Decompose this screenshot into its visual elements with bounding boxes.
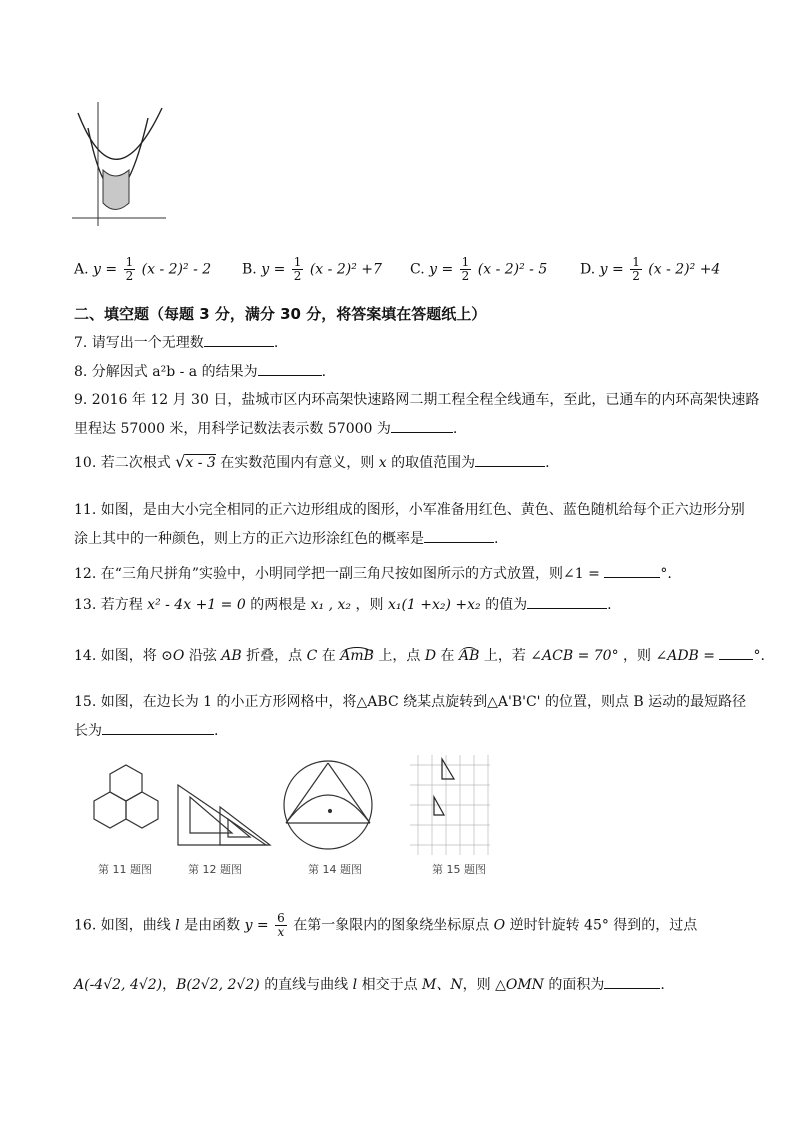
answer-blank[interactable]	[204, 332, 274, 347]
option-label: D.	[580, 261, 596, 278]
chord: AB	[221, 648, 242, 664]
question-text: 8. 分解因式 a²b - a 的结果为	[74, 364, 258, 380]
frac-den: x	[277, 925, 285, 939]
answer-blank[interactable]	[719, 645, 753, 660]
question-9	[74, 390, 759, 439]
point-a: A(-4√2, 4√2)	[74, 977, 163, 993]
circle-symbol: ⊙O	[161, 648, 185, 664]
frac-den: 2	[461, 269, 470, 283]
option-expr: (x - 2)² +4	[648, 261, 721, 278]
question-text: 13. 若方程	[74, 597, 143, 613]
answer-blank[interactable]	[258, 361, 322, 376]
y-var: y =	[599, 261, 624, 278]
question-text: 里程达 57000 米，用科学记数法表示数 57000 为	[74, 421, 391, 437]
fig14-caption: 第 14 题图	[308, 863, 362, 876]
fig11-caption: 第 11 题图	[98, 863, 152, 876]
punct: .	[273, 335, 279, 351]
fig15-caption: 第 15 题图	[432, 863, 486, 876]
answer-blank[interactable]	[475, 452, 545, 467]
question-text: ，则	[355, 597, 384, 613]
option-b[interactable]	[242, 256, 382, 283]
question-text: 14. 如图，将	[74, 648, 157, 664]
parabola-figure	[70, 98, 170, 233]
question-text: 折叠，点	[246, 648, 303, 664]
y-var: y =	[93, 261, 118, 278]
question-text: 的直线与曲线	[264, 977, 349, 993]
answer-blank[interactable]	[424, 528, 494, 543]
frac-den: 2	[293, 269, 302, 283]
asked-angle: ∠ADB =	[655, 648, 716, 664]
question-text: 9. 2016 年 12 月 30 日，盐城市区内环高架快速路网二期工程全程全线通车，至此，已通车的内环高架快速路	[74, 392, 760, 408]
question-8	[74, 361, 326, 382]
triangle-omn: △OMN	[495, 977, 544, 993]
fig12-caption: 第 12 题图	[188, 863, 242, 876]
question-11	[74, 500, 745, 549]
question-text: 的两根是	[250, 597, 307, 613]
points-mn: M、N	[422, 977, 463, 993]
question-text: 7. 请写出一个无理数	[74, 335, 204, 351]
y-var: y =	[244, 917, 269, 934]
origin: O	[493, 917, 506, 934]
frac-den: 2	[632, 269, 640, 283]
question-text: 逆时针旋转 45° 得到的，过点	[509, 917, 698, 934]
answer-blank[interactable]	[604, 974, 660, 989]
question-14	[74, 645, 765, 666]
fraction	[275, 912, 287, 939]
question-text: 长为	[74, 723, 102, 739]
frac-num: 1	[125, 255, 134, 269]
question-16-line2	[74, 974, 665, 995]
question-text: 11. 如图，是由大小完全相同的正六边形组成的图形，小军准备用红色、黄色、蓝色随机给每个正六边形分别	[74, 502, 745, 518]
arc-ab: AB	[458, 648, 480, 664]
point-d: D	[424, 648, 437, 664]
question-text: 15. 如图，在边长为 1 的小正方形网格中，将△ABC 绕某点旋转到△A'B'C' 的位置，则点 B 运动的最短路径	[74, 694, 747, 710]
question-text: 沿弦	[188, 648, 217, 664]
question-text: 在	[440, 648, 455, 664]
question-text: 12. 在“三角尺拼角”实验中，小明同学把一副三角尺按如图所示的方式放置，则∠1 =	[74, 566, 600, 582]
punct: °.	[753, 648, 765, 664]
question-text: ，	[162, 977, 177, 993]
question-text: 在	[321, 648, 336, 664]
option-label: C.	[410, 261, 425, 278]
frac-num: 1	[293, 255, 302, 269]
option-expr: (x - 2)² +7	[309, 261, 382, 278]
arc-amb: AmB	[340, 648, 374, 664]
question-text: 上，若	[483, 648, 526, 664]
grid-rotation-figure	[410, 755, 490, 855]
question-text: 的面积为	[548, 977, 605, 993]
question-text: 在第一象限内的图象绕坐标原点	[293, 917, 490, 934]
answer-blank[interactable]	[391, 418, 453, 433]
expression: x₁(1 +x₂) +x₂	[387, 597, 481, 613]
curve-l: l	[175, 917, 180, 934]
option-c[interactable]	[410, 256, 547, 283]
section-heading: 二、填空题（每题 3 分，满分 30 分，将答案填在答题纸上）	[74, 305, 487, 323]
fraction	[460, 256, 472, 283]
point-b: B(2√2, 2√2)	[176, 977, 260, 993]
punct: .	[607, 597, 612, 613]
question-text: ，则	[623, 648, 652, 664]
question-text: 16. 如图，曲线	[74, 917, 171, 934]
fraction	[630, 256, 642, 283]
punct: .	[494, 531, 499, 547]
question-text: 在实数范围内有意义，则	[220, 455, 375, 471]
given-angle: ∠ACB = 70°	[530, 648, 619, 664]
question-text: 涂上其中的一种颜色，则上方的正六边形涂红色的概率是	[74, 531, 424, 547]
punct: °.	[660, 566, 672, 582]
fraction	[292, 256, 304, 283]
option-label: A.	[74, 261, 89, 278]
answer-blank[interactable]	[102, 720, 214, 735]
curve-l: l	[352, 977, 358, 993]
hexagon-figure	[94, 765, 158, 828]
point-c: C	[306, 648, 318, 664]
punct: .	[452, 421, 458, 437]
option-label: B.	[242, 261, 257, 278]
punct: .	[321, 364, 327, 380]
option-d[interactable]	[580, 256, 720, 283]
question-12	[74, 563, 672, 584]
triangle-ruler-figure	[178, 785, 270, 845]
figures-row	[70, 745, 510, 885]
question-13	[74, 594, 612, 615]
option-a[interactable]	[74, 256, 211, 283]
equation: x² - 4x +1 = 0	[147, 597, 246, 613]
question-text: 上，点	[378, 648, 421, 664]
option-expr: (x - 2)² - 2	[141, 261, 212, 278]
question-15	[74, 692, 746, 741]
question-text: 相交于点	[361, 977, 418, 993]
y-var: y =	[429, 261, 454, 278]
fraction	[124, 256, 136, 283]
frac-den: 2	[125, 269, 134, 283]
sqrt-sign: √	[175, 452, 186, 471]
y-var: y =	[261, 261, 286, 278]
roots: x₁ , x₂	[310, 597, 352, 613]
frac-num: 1	[632, 255, 640, 269]
question-text: 10. 若二次根式	[74, 455, 171, 471]
punct: .	[545, 455, 550, 471]
frac-num: 6	[277, 911, 285, 925]
answer-blank[interactable]	[527, 594, 607, 609]
question-16	[74, 912, 697, 939]
punct: .	[214, 723, 219, 739]
question-7	[74, 332, 278, 353]
option-expr: (x - 2)² - 5	[477, 261, 548, 278]
frac-num: 1	[461, 255, 470, 269]
circle-fold-figure	[284, 761, 372, 849]
punct: .	[660, 977, 665, 993]
question-text: ，则	[462, 977, 491, 993]
answer-blank[interactable]	[604, 563, 660, 578]
variable: x	[378, 455, 387, 471]
question-text: 的取值范围为	[391, 455, 476, 471]
question-text: 是由函数	[184, 917, 241, 934]
question-text: 的值为	[485, 597, 528, 613]
question-10	[74, 452, 550, 473]
radicand: x - 3	[185, 455, 216, 471]
